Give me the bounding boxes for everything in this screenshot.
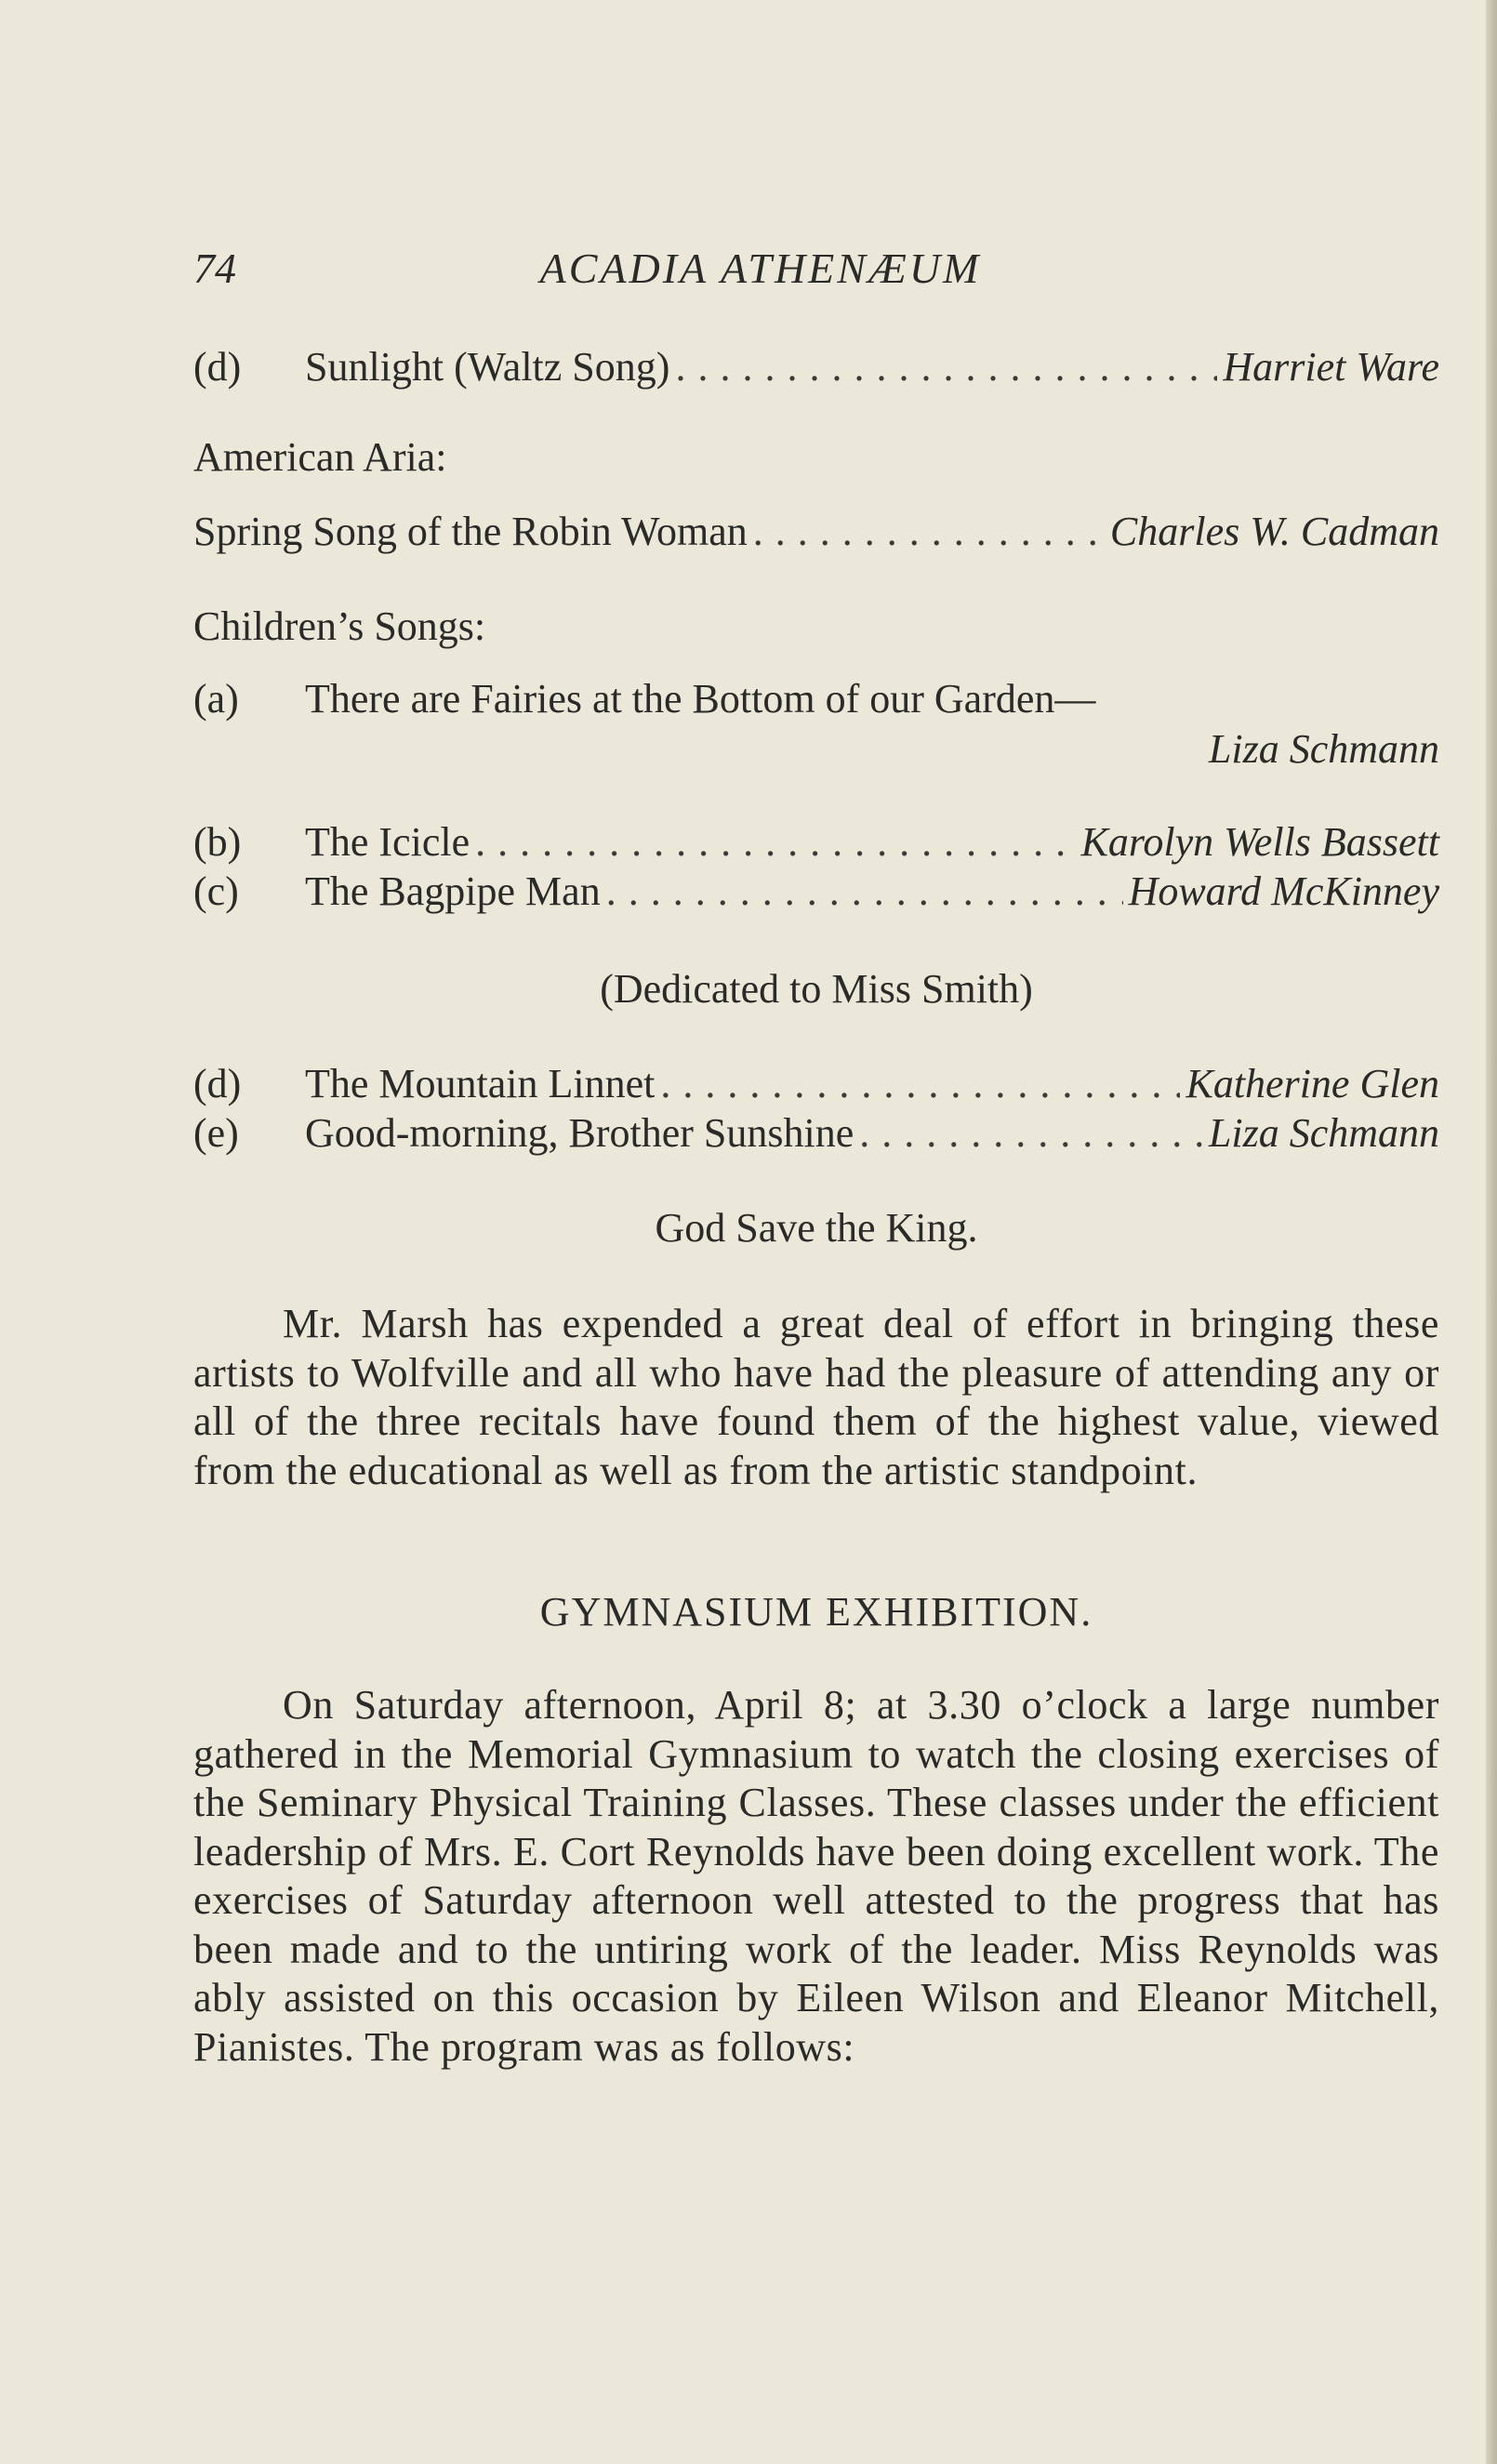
paragraph-gymnasium: On Saturday afternoon, April 8; at 3.30 o’clock a large number gathered in the Memorial Gymnasium to watch the closing exercises of the Seminary Physical Training Classes. These classes under the efficient leadership of Mrs. E. Cort Reynolds have been doing excellent work. The exercises of Saturday afternoon well attested to the progress that has been made and to the untiring work of the leader. Miss Reynolds was ably assisted on this occasion by Eileen Wilson and Eleanor Mitchell, Pianistes. The program was as follows: bbox=[193, 1682, 1439, 2070]
item-composer: Liza Schmann bbox=[1208, 1110, 1439, 1156]
item-composer: Harriet Ware bbox=[1223, 344, 1439, 390]
item-composer: Karolyn Wells Bassett bbox=[1080, 819, 1439, 865]
dedication-line: (Dedicated to Miss Smith) bbox=[600, 966, 1033, 1012]
dot-leader bbox=[753, 508, 1105, 556]
item-letter: (d) bbox=[193, 344, 242, 390]
american-aria-label: American Aria: bbox=[193, 434, 447, 480]
dot-leader bbox=[660, 1060, 1180, 1108]
item-composer: Howard McKinney bbox=[1128, 868, 1439, 914]
program-item-icicle bbox=[193, 818, 1439, 867]
item-title: The Mountain Linnet bbox=[305, 1061, 656, 1106]
item-composer: Katherine Glen bbox=[1186, 1061, 1439, 1106]
dot-leader bbox=[475, 818, 1075, 867]
item-composer-fairies: Liza Schmann bbox=[1208, 726, 1439, 772]
item-title: The Bagpipe Man bbox=[305, 868, 601, 914]
running-title: ACADIA ATHENÆUM bbox=[539, 245, 982, 292]
childrens-songs-label: Children’s Songs: bbox=[193, 603, 486, 649]
dot-leader bbox=[859, 1109, 1203, 1158]
page-number: 74 bbox=[193, 245, 236, 292]
item-letter: (e) bbox=[193, 1110, 239, 1156]
item-letter: (c) bbox=[193, 868, 239, 914]
page-edge bbox=[1486, 0, 1497, 2464]
item-letter: (b) bbox=[193, 819, 242, 865]
closing-anthem: God Save the King. bbox=[655, 1205, 978, 1251]
item-title: The Icicle bbox=[305, 819, 470, 865]
paragraph-marsh: Mr. Marsh has expended a great deal of effort in bringing these artists to Wolfville and all who have had the pleasure of attending any or all of the three recitals have found them of the highest value, viewed from the educational as well as from the artistic standpoint. bbox=[193, 1301, 1439, 1493]
item-letter: (a) bbox=[193, 676, 239, 722]
program-item-bagpipe bbox=[193, 868, 1439, 916]
item-title: Good-morning, Brother Sunshine bbox=[305, 1110, 854, 1156]
program-item-sunshine bbox=[193, 1109, 1439, 1158]
program-item-linnet bbox=[193, 1060, 1439, 1108]
program-item-sunlight bbox=[193, 343, 1439, 391]
item-composer: Charles W. Cadman bbox=[1109, 509, 1439, 554]
dot-leader bbox=[606, 868, 1123, 916]
dot-leader bbox=[675, 343, 1217, 391]
item-title: There are Fairies at the Bottom of our Garden— bbox=[305, 676, 1096, 722]
section-heading: GYMNASIUM EXHIBITION. bbox=[539, 1589, 1093, 1635]
running-header bbox=[193, 244, 1439, 296]
item-title: Spring Song of the Robin Woman bbox=[193, 509, 748, 554]
program-item-robin-woman bbox=[193, 508, 1439, 556]
item-letter: (d) bbox=[193, 1061, 242, 1106]
item-title: Sunlight (Waltz Song) bbox=[305, 344, 670, 390]
program-item-fairies bbox=[193, 675, 1439, 723]
